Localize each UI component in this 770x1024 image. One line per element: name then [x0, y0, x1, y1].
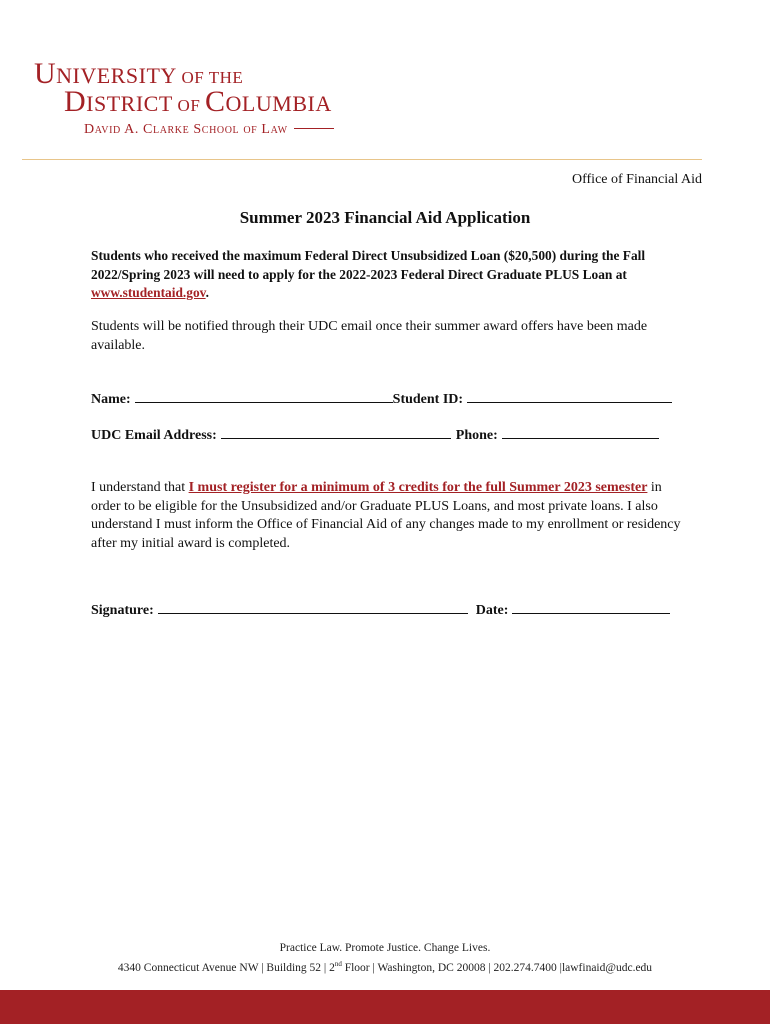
agreement-emphasis: I must register for a minimum of 3 credits for the full Summer 2023 semester	[188, 480, 648, 495]
logo-school-text: David A. Clarke School of Law	[84, 122, 288, 137]
email-label: UDC Email Address:	[91, 428, 217, 443]
date-field[interactable]	[512, 601, 670, 614]
date-label: Date:	[475, 603, 509, 618]
footer-address-part2: Floor | Washington, DC 20008 | 202.274.7400 |lawfinaid@udc.edu	[341, 961, 653, 974]
page-title: Summer 2023 Financial Aid Application	[239, 208, 531, 227]
logo-initial-u: U	[34, 57, 57, 90]
logo-initial-d: D	[64, 85, 87, 118]
studentaid-link[interactable]: www.studentaid.gov	[91, 285, 206, 300]
email-field[interactable]	[221, 426, 451, 439]
logo-university-text: NIVERSITY	[56, 63, 177, 88]
logo-line-school	[84, 121, 334, 139]
signature-label: Signature:	[91, 603, 154, 618]
signature-date-row	[91, 601, 681, 619]
student-id-label: Student ID:	[392, 392, 464, 407]
header-divider	[22, 159, 702, 160]
phone-label: Phone:	[455, 428, 498, 443]
logo-of-text: OF	[172, 96, 206, 115]
logo-line-district	[64, 85, 332, 120]
name-label: Name:	[91, 392, 131, 407]
office-label: Office of Financial Aid	[572, 172, 702, 187]
phone-field[interactable]	[502, 426, 659, 439]
agreement-text-end: in order to be eligible for the Unsubsidized and/or Graduate PLUS Loans, and most private loans. I also understand I must inform the Office of Financial Aid of any changes made to my enrollment or residency after my initial award is completed.	[91, 480, 681, 551]
signature-field[interactable]	[158, 601, 468, 614]
logo-district-text: ISTRICT	[86, 91, 173, 116]
logo-rule	[294, 128, 334, 130]
name-field[interactable]	[135, 390, 393, 403]
email-phone-row	[91, 426, 681, 444]
intro-text: Students who received the maximum Federal Direct Unsubsidized Loan ($20,500) during the Fall 2022/Spring 2023 will need to apply for the 2022-2023 Federal Direct Graduate PLUS Loan at	[91, 248, 646, 282]
footer	[0, 940, 770, 976]
intro-paragraph	[91, 247, 681, 303]
logo-columbia-text: OLUMBIA	[225, 91, 332, 116]
footer-address-sup: nd	[334, 960, 342, 968]
agreement-paragraph	[91, 479, 681, 553]
name-studentid-row	[91, 390, 681, 408]
agreement-text-start: I understand that	[91, 480, 189, 495]
footer-address-part1: 4340 Connecticut Avenue NW | Building 52 | 2	[117, 961, 335, 974]
student-id-field[interactable]	[467, 390, 672, 403]
footer-color-band	[0, 990, 770, 1024]
notice-paragraph: Students will be notified through their UDC email once their summer award offers have been made available.	[91, 319, 648, 353]
logo-of-the-text: OF THE	[176, 68, 244, 87]
footer-tagline: Practice Law. Promote Justice. Change Lives.	[279, 942, 491, 954]
footer-address	[0, 956, 770, 976]
intro-period: .	[205, 285, 209, 300]
logo-initial-c: C	[205, 85, 226, 118]
